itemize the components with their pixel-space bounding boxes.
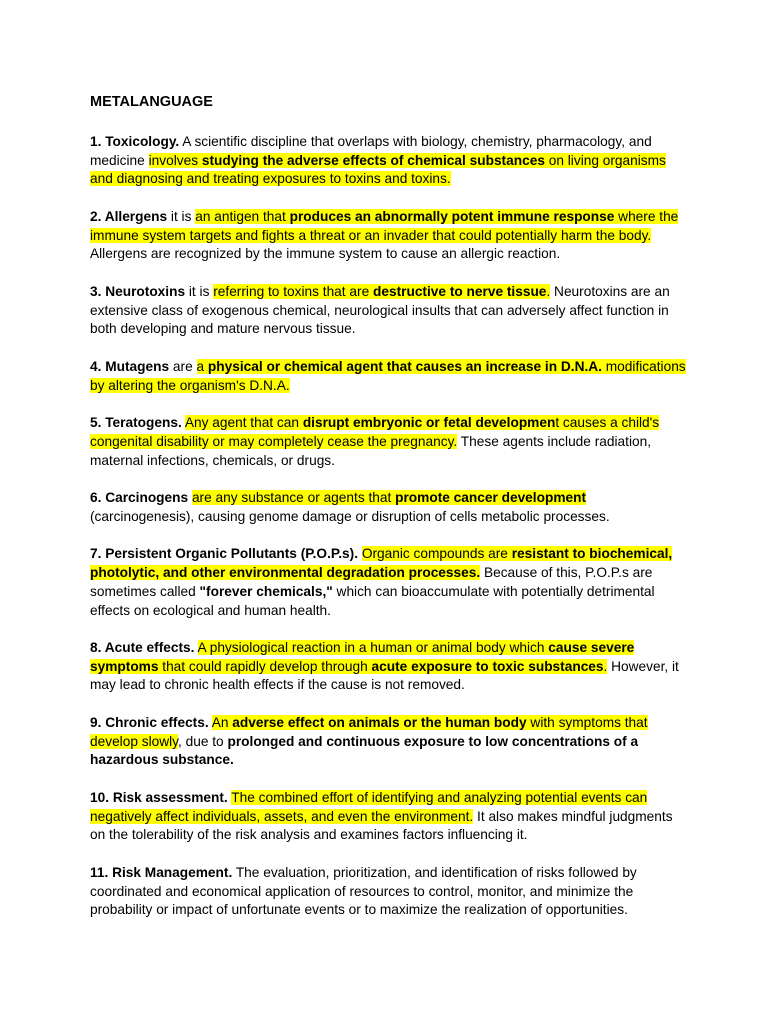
entry-term: 2. Allergens (90, 208, 168, 224)
highlighted-text: are any substance or agents that (191, 489, 396, 505)
highlighted-text: t causes a child's congenital disability or may completely cease the pregnancy. (90, 414, 660, 449)
highlighted-text: an antigen that (195, 208, 290, 224)
definition-entry (90, 714, 690, 770)
entry-term: 5. Teratogens. (90, 414, 182, 430)
entry-text: A scientific discipline that overlaps with biology, chemistry, pharmacology, and medicine (90, 133, 652, 168)
entry-text: However, it may lead to chronic health effects if the cause is not removed. (90, 658, 679, 693)
entry-text: Neurotoxins are an extensive class of exogenous chemical, neurological insults that can adversely affect function in both developing and mature nervous tissue. (90, 283, 670, 337)
entry-text: "forever chemicals," (199, 583, 333, 599)
entry-term: 4. Mutagens (90, 358, 170, 374)
definition-entry (90, 545, 690, 620)
highlighted-text: where the immune system targets and fights a threat or an invader that could potentially harm the body. (90, 208, 679, 243)
definition-entry (90, 864, 690, 920)
entry-text: It also makes mindful judgments on the tolerability of the risk analysis and examines factors influencing it. (90, 808, 673, 843)
highlighted-text: The combined effort of identifying and analyzing potential events can negatively affect individuals, assets, and even the environment. (90, 789, 648, 824)
highlighted-text: destructive to nerve tissue (372, 283, 547, 299)
highlighted-text: studying the adverse effects of chemical substances (201, 152, 545, 168)
definition-entry (90, 208, 690, 264)
highlighted-text: Organic compounds are (361, 546, 512, 562)
document-page (90, 93, 690, 939)
definition-entry (90, 283, 690, 339)
entry-term: 11. Risk Management. (90, 864, 233, 880)
highlighted-text: disrupt embryonic or fetal developmen (302, 414, 556, 430)
entry-text: prolonged and continuous exposure to low concentrations of a hazardous substance. (90, 733, 639, 768)
entry-term: 1. Toxicology. (90, 133, 180, 149)
highlighted-text: involves (148, 152, 202, 168)
definition-entry (90, 414, 690, 470)
entry-term: 7. Persistent Organic Pollutants (P.O.P.s). (90, 546, 359, 562)
definition-entry (90, 358, 690, 396)
highlighted-text: An (211, 714, 233, 730)
entry-text: , due to (178, 733, 228, 749)
highlighted-text: modifications by altering the organism's D.N.A. (90, 358, 686, 393)
highlighted-text: adverse effect on animals or the human body (232, 714, 527, 730)
highlighted-text: promote cancer development (395, 489, 587, 505)
highlighted-text: a (196, 358, 208, 374)
entry-text: it is (167, 208, 196, 224)
entry-text: Allergens are recognized by the immune system to cause an allergic reaction. (90, 246, 561, 262)
entry-text: which can bioaccumulate with potentially detrimental effects on ecological and human health. (90, 583, 655, 618)
entry-term: 9. Chronic effects. (90, 714, 209, 730)
entry-list (90, 133, 690, 920)
document-title: METALANGUAGE (90, 94, 213, 110)
entry-text: The evaluation, prioritization, and identification of risks followed by coordinated and economical application of resources to control, monitor, and minimize the probability or impact of unfortunate events or to maximize the realization of opportunities. (90, 864, 637, 918)
entry-text: it is (185, 283, 214, 299)
entry-term: 8. Acute effects. (90, 639, 195, 655)
highlighted-text: produces an abnormally potent immune response (289, 208, 615, 224)
entry-text: (carcinogenesis), causing genome damage or disruption of cells metabolic processes. (90, 508, 610, 524)
entry-text: Because of this, P.O.P.s are sometimes called (90, 564, 653, 599)
entry-text: are (169, 358, 197, 374)
definition-entry (90, 639, 690, 695)
definition-entry (90, 789, 690, 845)
highlighted-text: that could rapidly develop through (158, 658, 372, 674)
highlighted-text: physical or chemical agent that causes an increase in D.N.A. (207, 358, 602, 374)
entry-term: 10. Risk assessment. (90, 789, 228, 805)
highlighted-text: on living organisms and diagnosing and treating exposures to toxins and toxins. (90, 152, 666, 187)
highlighted-text: with symptoms that develop slowly (90, 714, 648, 749)
highlighted-text: . (546, 283, 551, 299)
highlighted-text: acute exposure to toxic substances (371, 658, 604, 674)
entry-term: 6. Carcinogens (90, 489, 189, 505)
entry-text: These agents include radiation, maternal infections, chemicals, or drugs. (90, 433, 652, 468)
highlighted-text: resistant to biochemical, photolytic, and other environmental degradation processes. (90, 546, 673, 580)
definition-entry (90, 133, 690, 189)
definition-entry (90, 489, 690, 527)
highlighted-text: Any agent that can (184, 414, 303, 430)
entry-term: 3. Neurotoxins (90, 283, 186, 299)
highlighted-text: cause severe symptoms (90, 639, 635, 674)
highlighted-text: referring to toxins that are (213, 283, 373, 299)
highlighted-text: A physiological reaction in a human or animal body which (197, 639, 549, 655)
highlighted-text: . (603, 658, 608, 674)
